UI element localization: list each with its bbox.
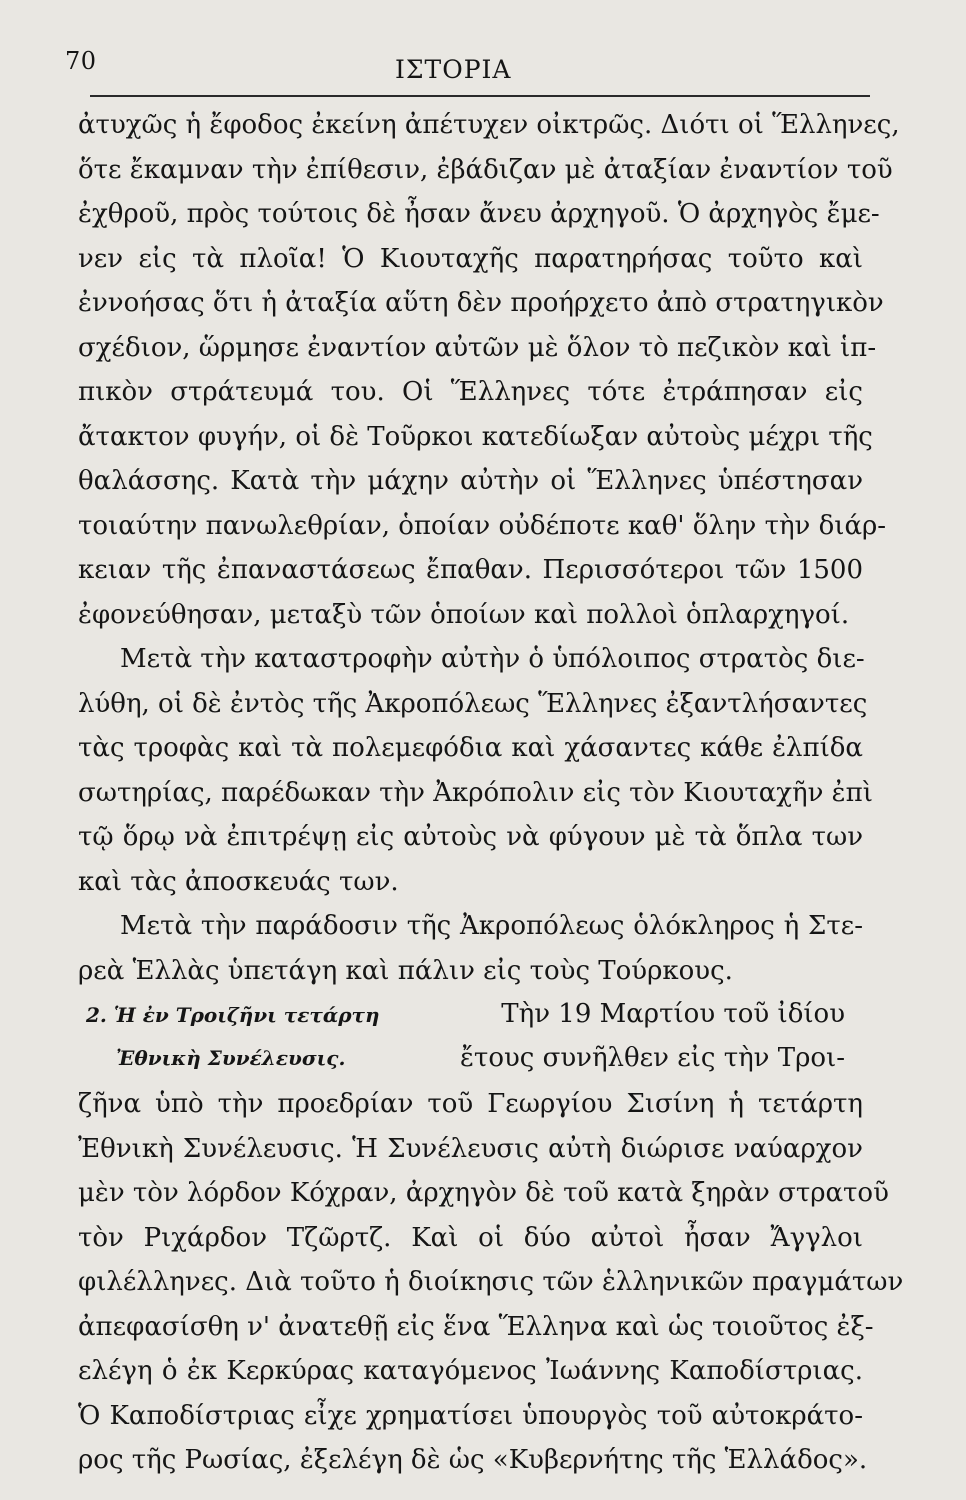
text-line: τὰς τροφὰς καὶ τὰ πολεμεφόδια καὶ χάσαντες κάθε ἐλπίδα	[78, 733, 863, 763]
text-line: φιλέλληνες. Διὰ τοῦτο ἡ διοίκησις τῶν ἑλληνικῶν πραγμάτων	[78, 1267, 904, 1297]
text-line: ἄτακτον φυγήν, οἱ δὲ Τοῦρκοι κατεδίωξαν αὐτοὺς μέχρι τῆς	[78, 421, 873, 452]
text-line: τὸν Ριχάρδον Τζῶρτζ. Καὶ οἱ δύο αὐτοὶ ἦσαν Ἄγγλοι	[78, 1222, 863, 1253]
section-heading-block	[78, 993, 863, 1082]
text-line: σχέδιον, ὥρμησε ἐναντίον αὐτῶν μὲ ὅλον τὸ πεζικὸν καὶ ἱπ-	[78, 332, 877, 363]
section-text-line-1: Τὴν 19 Μαρτίου τοῦ ἰδίου	[501, 999, 845, 1029]
text-line: σωτηρίας, παρέδωκαν τὴν Ἀκρόπολιν εἰς τὸν Κιουταχῆν ἐπὶ	[78, 777, 873, 808]
text-line: ζῆνα ὑπὸ τὴν προεδρίαν τοῦ Γεωργίου Σισίνη ἡ τετάρτη	[78, 1089, 863, 1119]
section-title-line-2: Ἐθνικὴ Συνέλευσις.	[116, 1046, 346, 1070]
running-title: ΙΣΤΟΡΙΑ	[395, 55, 512, 84]
text-line: ἀτυχῶς ἡ ἔφοδος ἐκείνη ἀπέτυχεν οἰκτρῶς. Διότι οἱ Ἕλληνες,	[78, 110, 900, 140]
text-line: Μετὰ τὴν καταστροφὴν αὐτὴν ὁ ὑπόλοιπος στρατὸς διε-	[120, 644, 865, 674]
text-line: θαλάσσης. Κατὰ τὴν μάχην αὐτὴν οἱ Ἕλληνες ὑπέστησαν	[78, 466, 863, 496]
text-line: Μετὰ τὴν παράδοσιν τῆς Ἀκροπόλεως ὁλόκληρος ἡ Στε-	[120, 911, 863, 941]
text-line: ἐχθροῦ, πρὸς τούτοις δὲ ἦσαν ἄνευ ἀρχηγοῦ. Ὁ ἀρχηγὸς ἔμε-	[78, 199, 880, 229]
text-line: ελέγη ὁ ἐκ Κερκύρας καταγόμενος Ἰωάννης Καποδίστριας.	[78, 1356, 863, 1386]
text-line: Ὁ Καποδίστριας εἶχε χρηματίσει ὑπουργὸς τοῦ αὐτοκράτο-	[78, 1400, 863, 1431]
page-number: 70	[65, 47, 97, 75]
text-line: πικὸν στράτευμά του. Οἱ Ἕλληνες τότε ἐτράπησαν εἰς	[78, 377, 863, 407]
text-line: λύθη, οἱ δὲ ἐντὸς τῆς Ἀκροπόλεως Ἕλληνες ἐξαντλήσαντες	[78, 688, 868, 719]
text-line: νεν εἰς τὰ πλοῖα! Ὁ Κιουταχῆς παρατηρήσας τοῦτο καὶ	[78, 243, 863, 274]
text-line: ρος τῆς Ρωσίας, ἐξελέγη δὲ ὡς «Κυβερνήτης τῆς Ἑλλάδος».	[78, 1445, 868, 1475]
text-line: κειαν τῆς ἐπαναστάσεως ἔπαθαν. Περισσότεροι τῶν 1500	[78, 555, 863, 585]
text-line: ἐφονεύθησαν, μεταξὺ τῶν ὁποίων καὶ πολλοὶ ὁπλαρχηγοί.	[78, 599, 850, 630]
text-line: ἀπεφασίσθη ν' ἀνατεθῇ εἰς ἕνα Ἕλληνα καὶ ὡς τοιοῦτος ἐξ-	[78, 1311, 874, 1342]
text-line: ἐννοήσας ὅτι ἡ ἀταξία αὕτη δὲν προήρχετο ἀπὸ στρατηγικὸν	[78, 288, 884, 318]
section-text-line-2: ἔτους συνῆλθεν εἰς τὴν Τροι-	[459, 1043, 845, 1073]
section-title-line-1: 2. Ἡ ἐν Τροιζῆνι τετάρτη	[86, 1003, 380, 1027]
page-header	[65, 40, 865, 100]
text-line: ὅτε ἔκαμναν τὴν ἐπίθεσιν, ἐβάδιζαν μὲ ἀταξίαν ἐναντίον τοῦ	[78, 154, 893, 185]
text-line: τοιαύτην πανωλεθρίαν, ὁποίαν οὐδέποτε καθ' ὅλην τὴν διάρ-	[78, 510, 887, 541]
text-line: μὲν τὸν λόρδον Κόχραν, ἀρχηγὸν δὲ τοῦ κατὰ ξηρὰν στρατοῦ	[78, 1178, 889, 1208]
text-line: Ἐθνικὴ Συνέλευσις. Ἡ Συνέλευσις αὐτὴ διώρισε ναύαρχον	[78, 1133, 863, 1164]
text-line: καὶ τὰς ἀποσκευάς των.	[78, 866, 399, 897]
text-line: τῷ ὅρῳ νὰ ἐπιτρέψῃ εἰς αὐτοὺς νὰ φύγουν μὲ τὰ ὅπλα των	[78, 822, 863, 852]
header-rule	[90, 95, 870, 97]
page-body	[78, 103, 904, 1483]
text-line: ρεὰ Ἑλλὰς ὑπετάγη καὶ πάλιν εἰς τοὺς Τούρκους.	[78, 955, 733, 986]
